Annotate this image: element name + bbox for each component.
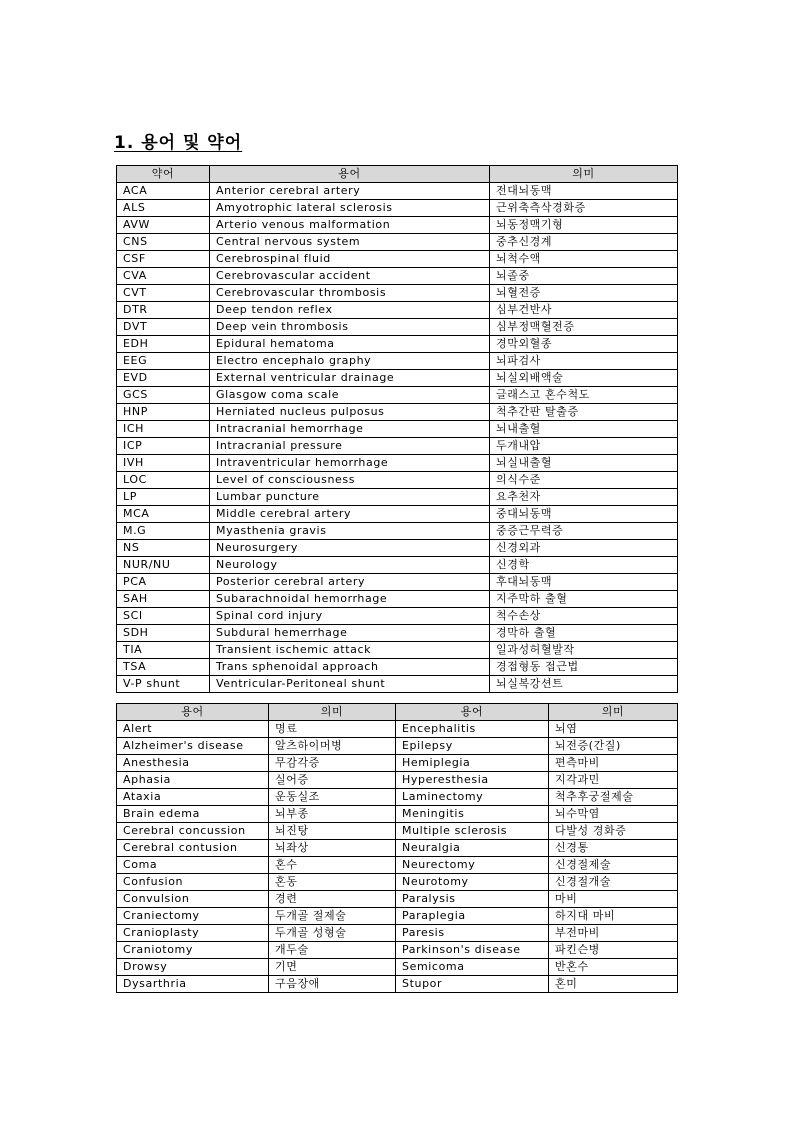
meaning-cell: 하지대 마비 bbox=[549, 908, 678, 925]
table-row bbox=[117, 659, 678, 676]
header-term: 용어 bbox=[117, 704, 269, 721]
table-row bbox=[117, 891, 678, 908]
abbreviation-cell: M.G bbox=[117, 523, 210, 540]
table-row bbox=[117, 642, 678, 659]
table-row bbox=[117, 823, 678, 840]
table-row bbox=[117, 625, 678, 642]
table-row bbox=[117, 574, 678, 591]
term-cell: Trans sphenoidal approach bbox=[210, 659, 490, 676]
abbreviation-cell: V-P shunt bbox=[117, 676, 210, 693]
term-cell: Drowsy bbox=[117, 959, 269, 976]
term-cell: Posterior cerebral artery bbox=[210, 574, 490, 591]
term-cell: Brain edema bbox=[117, 806, 269, 823]
meaning-cell: 중추신경계 bbox=[490, 234, 678, 251]
header-term: 용어 bbox=[210, 166, 490, 183]
abbreviation-cell: SDH bbox=[117, 625, 210, 642]
term-cell: Cerebrovascular accident bbox=[210, 268, 490, 285]
abbreviation-cell: EVD bbox=[117, 370, 210, 387]
term-cell: Confusion bbox=[117, 874, 269, 891]
table-row bbox=[117, 755, 678, 772]
meaning-cell: 다발성 경화증 bbox=[549, 823, 678, 840]
term-cell: Hyperesthesia bbox=[396, 772, 549, 789]
table-row bbox=[117, 523, 678, 540]
meaning-cell: 척수손상 bbox=[490, 608, 678, 625]
meaning-cell: 중증근무력증 bbox=[490, 523, 678, 540]
abbreviation-table bbox=[116, 165, 678, 693]
table-row bbox=[117, 285, 678, 302]
abbreviation-cell: NUR/NU bbox=[117, 557, 210, 574]
term-cell: Herniated nucleus pulposus bbox=[210, 404, 490, 421]
term-cell: Intraventricular hemorrhage bbox=[210, 455, 490, 472]
meaning-cell: 알츠하이머병 bbox=[269, 738, 396, 755]
meaning-cell: 전대뇌동맥 bbox=[490, 183, 678, 200]
meaning-cell: 뇌염 bbox=[549, 721, 678, 738]
header-meaning: 의미 bbox=[269, 704, 396, 721]
meaning-cell: 실어증 bbox=[269, 772, 396, 789]
meaning-cell: 개두술 bbox=[269, 942, 396, 959]
table-row bbox=[117, 540, 678, 557]
meaning-cell: 명료 bbox=[269, 721, 396, 738]
meaning-cell: 신경학 bbox=[490, 557, 678, 574]
term-cell: Lumbar puncture bbox=[210, 489, 490, 506]
term-cell: Paralysis bbox=[396, 891, 549, 908]
table-row bbox=[117, 506, 678, 523]
meaning-cell: 부전마비 bbox=[549, 925, 678, 942]
table-row bbox=[117, 908, 678, 925]
meaning-cell: 뇌척수액 bbox=[490, 251, 678, 268]
table-row bbox=[117, 942, 678, 959]
meaning-cell: 마비 bbox=[549, 891, 678, 908]
term-cell: Anterior cerebral artery bbox=[210, 183, 490, 200]
meaning-cell: 요추천자 bbox=[490, 489, 678, 506]
meaning-cell: 편측마비 bbox=[549, 755, 678, 772]
meaning-cell: 지각과민 bbox=[549, 772, 678, 789]
table-row bbox=[117, 268, 678, 285]
table-row bbox=[117, 455, 678, 472]
meaning-cell: 중대뇌동맥 bbox=[490, 506, 678, 523]
table-row bbox=[117, 421, 678, 438]
term-cell: Epilepsy bbox=[396, 738, 549, 755]
term-cell: Neurectomy bbox=[396, 857, 549, 874]
abbreviation-cell: CVT bbox=[117, 285, 210, 302]
abbreviation-cell: ICH bbox=[117, 421, 210, 438]
meaning-cell: 신경통 bbox=[549, 840, 678, 857]
term-cell: Cranioplasty bbox=[117, 925, 269, 942]
term-cell: Parkinson's disease bbox=[396, 942, 549, 959]
table-row bbox=[117, 874, 678, 891]
term-cell: Cerebral concussion bbox=[117, 823, 269, 840]
abbreviation-cell: HNP bbox=[117, 404, 210, 421]
meaning-cell: 운동실조 bbox=[269, 789, 396, 806]
abbreviation-cell: PCA bbox=[117, 574, 210, 591]
meaning-cell: 구음장애 bbox=[269, 976, 396, 993]
abbreviation-cell: CNS bbox=[117, 234, 210, 251]
term-cell: Craniectomy bbox=[117, 908, 269, 925]
table-row bbox=[117, 387, 678, 404]
meaning-cell: 뇌파검사 bbox=[490, 353, 678, 370]
table-row bbox=[117, 608, 678, 625]
abbreviation-cell: GCS bbox=[117, 387, 210, 404]
table-row bbox=[117, 183, 678, 200]
abbreviation-cell: AVW bbox=[117, 217, 210, 234]
abbreviation-cell: LP bbox=[117, 489, 210, 506]
term-cell: Aphasia bbox=[117, 772, 269, 789]
header-meaning: 의미 bbox=[490, 166, 678, 183]
table-row bbox=[117, 472, 678, 489]
term-cell: Subarachnoidal hemorrhage bbox=[210, 591, 490, 608]
header-abbreviation: 약어 bbox=[117, 166, 210, 183]
abbreviation-cell: NS bbox=[117, 540, 210, 557]
meaning-cell: 신경절개술 bbox=[549, 874, 678, 891]
term-cell: Stupor bbox=[396, 976, 549, 993]
abbreviation-cell: ICP bbox=[117, 438, 210, 455]
term-cell: Intracranial hemorrhage bbox=[210, 421, 490, 438]
meaning-cell: 반혼수 bbox=[549, 959, 678, 976]
table-row bbox=[117, 200, 678, 217]
term-cell: Subdural hemerrhage bbox=[210, 625, 490, 642]
term-cell: Deep vein thrombosis bbox=[210, 319, 490, 336]
term-cell: Craniotomy bbox=[117, 942, 269, 959]
table-row bbox=[117, 676, 678, 693]
table-row bbox=[117, 959, 678, 976]
meaning-cell: 뇌실복강션트 bbox=[490, 676, 678, 693]
term-cell: Semicoma bbox=[396, 959, 549, 976]
term-cell: Amyotrophic lateral sclerosis bbox=[210, 200, 490, 217]
term-cell: Cerebrospinal fluid bbox=[210, 251, 490, 268]
meaning-cell: 뇌실외배액술 bbox=[490, 370, 678, 387]
term-cell: Electro encephalo graphy bbox=[210, 353, 490, 370]
meaning-cell: 경막외혈종 bbox=[490, 336, 678, 353]
meaning-cell: 뇌혈전증 bbox=[490, 285, 678, 302]
meaning-cell: 일과성허혈발작 bbox=[490, 642, 678, 659]
term-cell: Coma bbox=[117, 857, 269, 874]
abbreviation-cell: TIA bbox=[117, 642, 210, 659]
meaning-cell: 후대뇌동맥 bbox=[490, 574, 678, 591]
meaning-cell: 의식수준 bbox=[490, 472, 678, 489]
meaning-cell: 심부정맥혈전증 bbox=[490, 319, 678, 336]
abbreviation-cell: IVH bbox=[117, 455, 210, 472]
table-row bbox=[117, 319, 678, 336]
meaning-cell: 혼미 bbox=[549, 976, 678, 993]
abbreviation-cell: SAH bbox=[117, 591, 210, 608]
table-row bbox=[117, 404, 678, 421]
table-row bbox=[117, 591, 678, 608]
abbreviation-cell: SCI bbox=[117, 608, 210, 625]
abbreviation-cell: DTR bbox=[117, 302, 210, 319]
table-row bbox=[117, 251, 678, 268]
meaning-cell: 척추간판 탈출증 bbox=[490, 404, 678, 421]
abbreviation-cell: LOC bbox=[117, 472, 210, 489]
meaning-cell: 경막하 출혈 bbox=[490, 625, 678, 642]
table-header-row bbox=[117, 704, 678, 721]
term-cell: Hemiplegia bbox=[396, 755, 549, 772]
meaning-cell: 혼수 bbox=[269, 857, 396, 874]
table-row bbox=[117, 438, 678, 455]
meaning-cell: 글래스고 혼수척도 bbox=[490, 387, 678, 404]
meaning-cell: 신경절제술 bbox=[549, 857, 678, 874]
table-row bbox=[117, 925, 678, 942]
term-cell: Convulsion bbox=[117, 891, 269, 908]
table-row bbox=[117, 840, 678, 857]
meaning-cell: 두개골 성형술 bbox=[269, 925, 396, 942]
meaning-cell: 뇌동정맥기형 bbox=[490, 217, 678, 234]
term-cell: Anesthesia bbox=[117, 755, 269, 772]
term-cell: Glasgow coma scale bbox=[210, 387, 490, 404]
table-row bbox=[117, 336, 678, 353]
meaning-cell: 뇌수막염 bbox=[549, 806, 678, 823]
term-cell: Level of consciousness bbox=[210, 472, 490, 489]
meaning-cell: 무감각증 bbox=[269, 755, 396, 772]
term-cell: Cerebral contusion bbox=[117, 840, 269, 857]
header-meaning: 의미 bbox=[549, 704, 678, 721]
meaning-cell: 뇌좌상 bbox=[269, 840, 396, 857]
header-term: 용어 bbox=[396, 704, 549, 721]
term-cell: Deep tendon reflex bbox=[210, 302, 490, 319]
term-cell: Meningitis bbox=[396, 806, 549, 823]
meaning-cell: 신경외과 bbox=[490, 540, 678, 557]
abbreviation-cell: ACA bbox=[117, 183, 210, 200]
term-cell: Neurotomy bbox=[396, 874, 549, 891]
term-cell: Spinal cord injury bbox=[210, 608, 490, 625]
table-row bbox=[117, 217, 678, 234]
meaning-cell: 경련 bbox=[269, 891, 396, 908]
table-row bbox=[117, 302, 678, 319]
abbreviation-cell: CVA bbox=[117, 268, 210, 285]
abbreviation-cell: TSA bbox=[117, 659, 210, 676]
meaning-cell: 뇌내출혈 bbox=[490, 421, 678, 438]
term-cell: Paresis bbox=[396, 925, 549, 942]
meaning-cell: 경접형동 접근법 bbox=[490, 659, 678, 676]
meaning-cell: 근위축측삭경화증 bbox=[490, 200, 678, 217]
term-cell: Laminectomy bbox=[396, 789, 549, 806]
term-cell: Encephalitis bbox=[396, 721, 549, 738]
meaning-cell: 지주막하 출혈 bbox=[490, 591, 678, 608]
meaning-cell: 뇌전증(간질) bbox=[549, 738, 678, 755]
term-cell: Neurology bbox=[210, 557, 490, 574]
meaning-cell: 뇌부종 bbox=[269, 806, 396, 823]
meaning-cell: 척추후궁절제술 bbox=[549, 789, 678, 806]
table-row bbox=[117, 489, 678, 506]
terminology-table bbox=[116, 703, 678, 993]
table-row bbox=[117, 976, 678, 993]
term-cell: Paraplegia bbox=[396, 908, 549, 925]
abbreviation-cell: EDH bbox=[117, 336, 210, 353]
term-cell: Transient ischemic attack bbox=[210, 642, 490, 659]
term-cell: Multiple sclerosis bbox=[396, 823, 549, 840]
abbreviation-cell: ALS bbox=[117, 200, 210, 217]
term-cell: Ataxia bbox=[117, 789, 269, 806]
meaning-cell: 심부건반사 bbox=[490, 302, 678, 319]
term-cell: Middle cerebral artery bbox=[210, 506, 490, 523]
meaning-cell: 기면 bbox=[269, 959, 396, 976]
term-cell: Alert bbox=[117, 721, 269, 738]
abbreviation-cell: EEG bbox=[117, 353, 210, 370]
table-row bbox=[117, 370, 678, 387]
table-row bbox=[117, 806, 678, 823]
term-cell: Neuralgia bbox=[396, 840, 549, 857]
table-header-row bbox=[117, 166, 678, 183]
abbreviation-cell: MCA bbox=[117, 506, 210, 523]
term-cell: Dysarthria bbox=[117, 976, 269, 993]
meaning-cell: 뇌진탕 bbox=[269, 823, 396, 840]
term-cell: Intracranial pressure bbox=[210, 438, 490, 455]
meaning-cell: 혼동 bbox=[269, 874, 396, 891]
table-row bbox=[117, 789, 678, 806]
table-row bbox=[117, 857, 678, 874]
term-cell: External ventricular drainage bbox=[210, 370, 490, 387]
term-cell: Arterio venous malformation bbox=[210, 217, 490, 234]
table-row bbox=[117, 772, 678, 789]
term-cell: Alzheimer's disease bbox=[117, 738, 269, 755]
table-row bbox=[117, 557, 678, 574]
term-cell: Epidural hematoma bbox=[210, 336, 490, 353]
term-cell: Central nervous system bbox=[210, 234, 490, 251]
meaning-cell: 두개골 절제술 bbox=[269, 908, 396, 925]
term-cell: Neurosurgery bbox=[210, 540, 490, 557]
meaning-cell: 두개내압 bbox=[490, 438, 678, 455]
table-row bbox=[117, 738, 678, 755]
table-row bbox=[117, 721, 678, 738]
term-cell: Ventricular-Peritoneal shunt bbox=[210, 676, 490, 693]
meaning-cell: 뇌실내출혈 bbox=[490, 455, 678, 472]
meaning-cell: 파킨슨병 bbox=[549, 942, 678, 959]
table-row bbox=[117, 234, 678, 251]
term-cell: Myasthenia gravis bbox=[210, 523, 490, 540]
page-title: 1. 용어 및 약어 bbox=[114, 133, 243, 153]
table-row bbox=[117, 353, 678, 370]
term-cell: Cerebrovascular thrombosis bbox=[210, 285, 490, 302]
abbreviation-cell: CSF bbox=[117, 251, 210, 268]
meaning-cell: 뇌졸중 bbox=[490, 268, 678, 285]
abbreviation-cell: DVT bbox=[117, 319, 210, 336]
